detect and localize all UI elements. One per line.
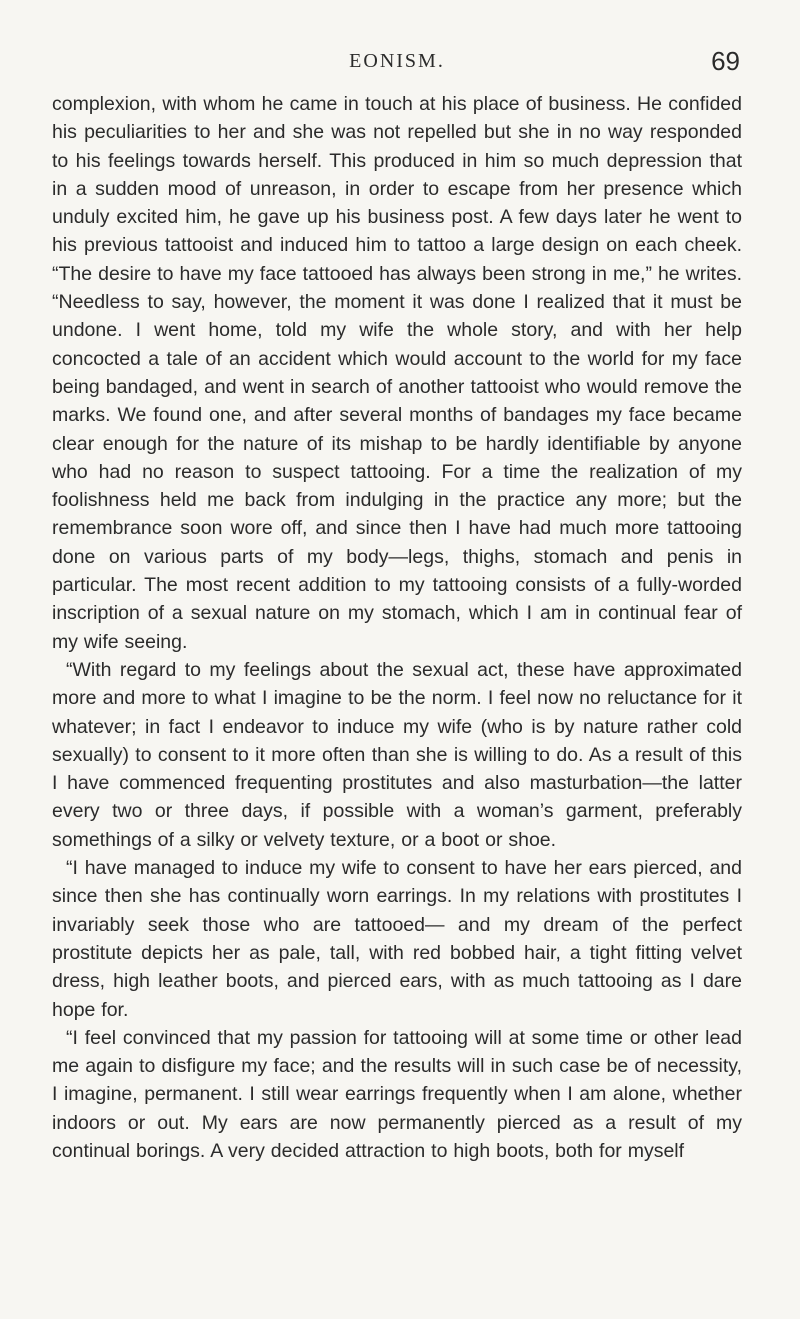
paragraph: complexion, with whom he came in touch at his place of business. He confided his peculiarities to her and she was not repelled but she in no way responded to his feelings towards herself. This produced in him so much depression that in a sudden mood of unreason, in order to escape from her presence which unduly excited him, he gave up his business post. A few days later he went to his previous tattooist and induced him to tattoo a large design on each cheek. “The desire to have my face tattooed has always been strong in me,” he writes. “Needless to say, however, the moment it was done I realized that it must be undone. I went home, told my wife the whole story, and with her help concocted a tale of an accident which would account to the world for my face being bandaged, and went in search of another tattooist who would remove the marks. We found one, and after several months of bandages my face became clear enough for the nature of its mishap to be hardly identifiable by anyone who had no reason to suspect tattooing. For a time the realization of my foolishness held me back from indulging in the practice any more; but the remembrance soon wore off, and since then I have had much more tattooing done on various parts of my body—legs, thighs, stomach and penis in particular. The most recent addition to my tattooing consists of a fully-worded inscription of a sexual nature on my stomach, which I am in continual fear of my wife seeing. bbox=[52, 93, 742, 653]
book-page bbox=[52, 46, 742, 1165]
paragraph: “With regard to my feelings about the sexual act, these have approximated more and more to what I imagine to be the norm. I feel now no reluctance for it whatever; in fact I endeavor to induce my wife (who is by nature rather cold sexually) to consent to it more often than she is willing to do. As a result of this I have commenced frequenting prostitutes and also masturbation—the latter every two or three days, if possible with a woman’s garment, preferably somethings of a silky or velvety texture, or a boot or shoe. bbox=[52, 658, 742, 851]
running-head bbox=[52, 46, 742, 80]
page-number: 69 bbox=[711, 46, 740, 76]
body-text bbox=[52, 90, 742, 1165]
paragraph: “I feel convinced that my passion for tattooing will at some time or other lead me again to disfigure my face; and the results will in such case be of necessity, I imagine, permanent. I still wear earrings frequently when I am alone, whether indoors or out. My ears are now permanently pierced as a result of my continual borings. A very decided attraction to high boots, both for myself bbox=[52, 1026, 742, 1162]
running-title: EONISM. bbox=[349, 50, 445, 72]
paragraph: “I have managed to induce my wife to consent to have her ears pierced, and since then she has continually worn earrings. In my relations with prostitutes I invariably seek those who are tattooed— and my dream of the perfect prostitute depicts her as pale, tall, with red bobbed hair, a tight fitting velvet dress, high leather boots, and pierced ears, with as much tattooing as I dare hope for. bbox=[52, 857, 742, 1021]
